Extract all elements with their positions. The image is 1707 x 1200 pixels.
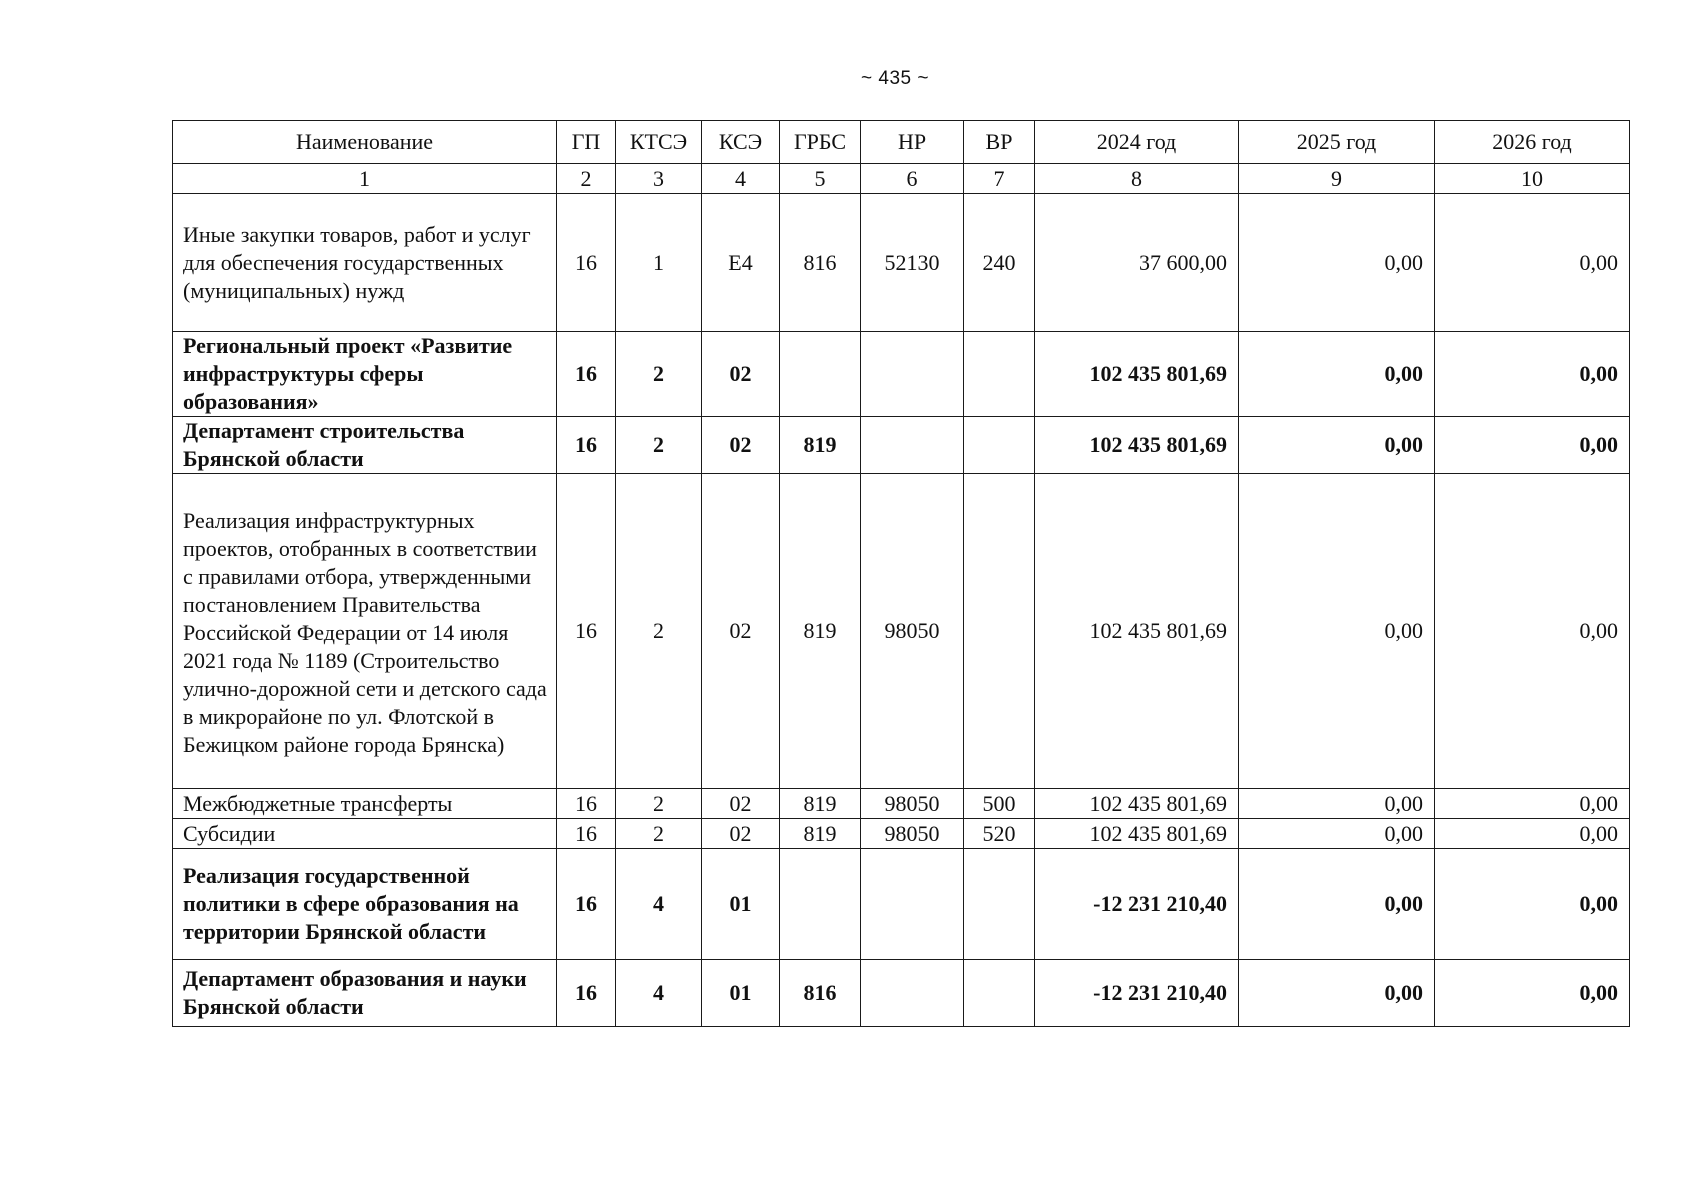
row-2024: 102 435 801,69: [1035, 332, 1239, 417]
column-number: 8: [1035, 164, 1239, 194]
row-ktse: 1: [616, 194, 702, 332]
row-kse: 01: [702, 849, 780, 960]
header-row: [173, 121, 1630, 164]
row-ktse: 2: [616, 819, 702, 849]
row-kse: Е4: [702, 194, 780, 332]
row-2024: 102 435 801,69: [1035, 417, 1239, 474]
row-name: Субсидии: [173, 819, 557, 849]
header-2024: 2024 год: [1035, 121, 1239, 164]
row-grbs: 816: [780, 194, 861, 332]
table-row: [173, 849, 1630, 960]
row-vr: [964, 960, 1035, 1027]
column-number: 3: [616, 164, 702, 194]
header-vr: ВР: [964, 121, 1035, 164]
row-vr: [964, 332, 1035, 417]
row-vr: [964, 849, 1035, 960]
column-number: 9: [1239, 164, 1435, 194]
table-row: [173, 194, 1630, 332]
row-ktse: 4: [616, 849, 702, 960]
row-ktse: 2: [616, 417, 702, 474]
row-gp: 16: [557, 819, 616, 849]
row-grbs: [780, 332, 861, 417]
row-gp: 16: [557, 194, 616, 332]
row-2025: 0,00: [1239, 849, 1435, 960]
row-ktse: 2: [616, 789, 702, 819]
row-2026: 0,00: [1435, 474, 1630, 789]
row-kse: 02: [702, 474, 780, 789]
row-grbs: 819: [780, 417, 861, 474]
row-grbs: 819: [780, 819, 861, 849]
row-name: Межбюджетные трансферты: [173, 789, 557, 819]
column-number: 10: [1435, 164, 1630, 194]
row-2026: 0,00: [1435, 849, 1630, 960]
row-nr: 98050: [861, 789, 964, 819]
row-vr: 240: [964, 194, 1035, 332]
row-2024: 102 435 801,69: [1035, 474, 1239, 789]
page-number: ~ 435 ~: [861, 68, 929, 89]
row-nr: 98050: [861, 819, 964, 849]
table-row: [173, 960, 1630, 1027]
header-gp: ГП: [557, 121, 616, 164]
row-name: Иные закупки товаров, работ и услуг для обеспечения государственных (муниципальных) нужд: [173, 194, 557, 332]
header-grbs: ГРБС: [780, 121, 861, 164]
column-number: 1: [173, 164, 557, 194]
row-gp: 16: [557, 960, 616, 1027]
row-nr: 52130: [861, 194, 964, 332]
row-2025: 0,00: [1239, 332, 1435, 417]
header-ktse: КТСЭ: [616, 121, 702, 164]
row-nr: 98050: [861, 474, 964, 789]
column-number: 5: [780, 164, 861, 194]
header-nr: НР: [861, 121, 964, 164]
table-row: [173, 819, 1630, 849]
row-kse: 02: [702, 417, 780, 474]
row-kse: 01: [702, 960, 780, 1027]
row-gp: 16: [557, 789, 616, 819]
row-2024: -12 231 210,40: [1035, 960, 1239, 1027]
column-number: 2: [557, 164, 616, 194]
row-gp: 16: [557, 474, 616, 789]
row-2025: 0,00: [1239, 789, 1435, 819]
row-2026: 0,00: [1435, 194, 1630, 332]
row-2025: 0,00: [1239, 194, 1435, 332]
row-gp: 16: [557, 332, 616, 417]
column-number: 6: [861, 164, 964, 194]
table-row: [173, 332, 1630, 417]
row-2026: 0,00: [1435, 789, 1630, 819]
row-nr: [861, 417, 964, 474]
row-gp: 16: [557, 417, 616, 474]
row-vr: [964, 474, 1035, 789]
row-2026: 0,00: [1435, 332, 1630, 417]
table-row: [173, 474, 1630, 789]
column-number: 7: [964, 164, 1035, 194]
row-kse: 02: [702, 789, 780, 819]
row-grbs: 819: [780, 474, 861, 789]
row-2026: 0,00: [1435, 819, 1630, 849]
column-number-row: [173, 164, 1630, 194]
row-name: Региональный проект «Развитие инфраструктуры сферы образования»: [173, 332, 557, 417]
row-2024: 102 435 801,69: [1035, 819, 1239, 849]
header-2025: 2025 год: [1239, 121, 1435, 164]
header-kse: КСЭ: [702, 121, 780, 164]
row-2024: 102 435 801,69: [1035, 789, 1239, 819]
row-2025: 0,00: [1239, 819, 1435, 849]
row-grbs: 819: [780, 789, 861, 819]
row-ktse: 2: [616, 332, 702, 417]
row-ktse: 4: [616, 960, 702, 1027]
header-name: Наименование: [173, 121, 557, 164]
row-nr: [861, 960, 964, 1027]
row-name: Департамент строительства Брянской области: [173, 417, 557, 474]
row-grbs: 816: [780, 960, 861, 1027]
column-number: 4: [702, 164, 780, 194]
row-2025: 0,00: [1239, 474, 1435, 789]
row-2024: -12 231 210,40: [1035, 849, 1239, 960]
row-kse: 02: [702, 332, 780, 417]
table-row: [173, 789, 1630, 819]
row-2026: 0,00: [1435, 417, 1630, 474]
row-vr: 520: [964, 819, 1035, 849]
row-vr: 500: [964, 789, 1035, 819]
row-2024: 37 600,00: [1035, 194, 1239, 332]
row-vr: [964, 417, 1035, 474]
row-name: Департамент образования и науки Брянской области: [173, 960, 557, 1027]
row-gp: 16: [557, 849, 616, 960]
row-nr: [861, 849, 964, 960]
header-2026: 2026 год: [1435, 121, 1630, 164]
row-name: Реализация государственной политики в сфере образования на территории Брянской области: [173, 849, 557, 960]
row-ktse: 2: [616, 474, 702, 789]
row-2025: 0,00: [1239, 960, 1435, 1027]
table-row: [173, 417, 1630, 474]
row-2025: 0,00: [1239, 417, 1435, 474]
row-kse: 02: [702, 819, 780, 849]
row-name: Реализация инфраструктурных проектов, отобранных в соответствии с правилами отбора, утвержденными постановлением Правительства Российской Федерации от 14 июля 2021 года № 1189 (Строительство улично-дорожной сети и детского сада в микрорайоне по ул. Флотской в Бежицком районе города Брянска): [173, 474, 557, 789]
budget-table: [172, 120, 1630, 1027]
row-nr: [861, 332, 964, 417]
row-grbs: [780, 849, 861, 960]
row-2026: 0,00: [1435, 960, 1630, 1027]
